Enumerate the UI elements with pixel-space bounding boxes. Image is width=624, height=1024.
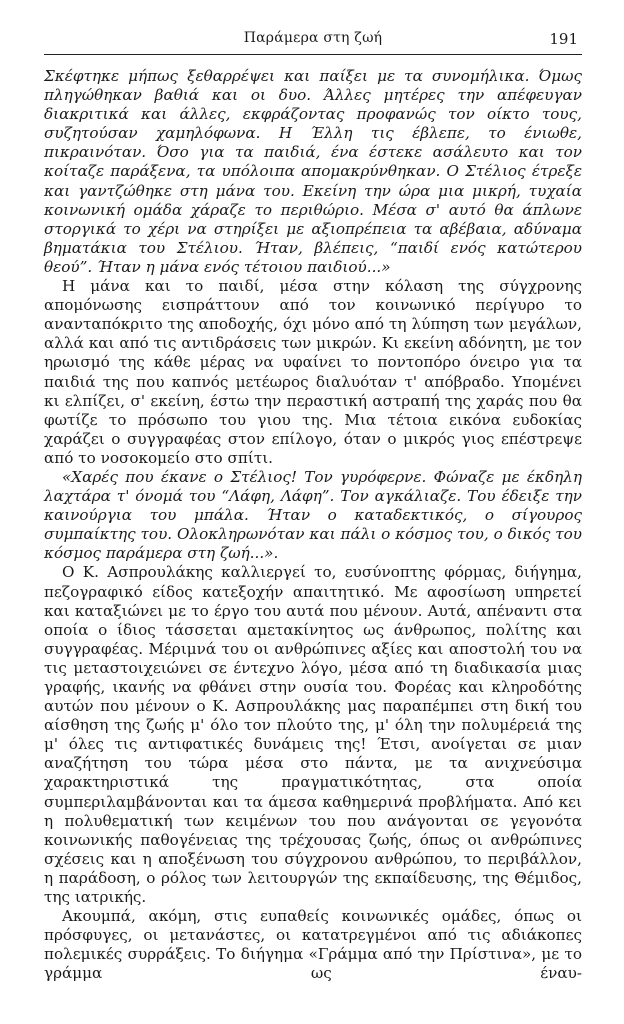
paragraph-quote: «Χαρές που έκανε ο Στέλιος! Τον γυρόφερνε. Φώναζε με έκδηλη λαχτάρα τ' όνομά του “Λάφη, Λάφη”. Τον αγκάλιαζε. Του έδειξε την καινούργια του μπάλα. Ήταν ο καταδεκτικός, ο σίγουρος συμπαίκτης του. Ολοκληρωνόταν και πάλι ο κόσμος του, ο δικός του κόσμος παράμερα στη ζωή...». [44,467,582,563]
header-rule [44,54,582,55]
paragraph: Ο Κ. Ασπρουλάκης καλλιεργεί το, ευσύνοπτης φόρμας, διήγημα, πεζογραφικό είδος κατεξοχήν απαιτητικό. Με αφοσίωση υπηρετεί και καταξιώνει με το έργο του αυτά που μένουν. Αυτά, απέναντι στα οποία ο ίδιος τάσσεται αμετακίνητος ως άνθρωπος, πολίτης και συγγραφέας. Μέριμνά του οι ανθρώπινες αξίες και αποστολή του να τις μεταστοιχειώνει σε έντεχνο λόγο, μέσα από τη διαδικασία μιας γραφής, ικανής να φθάνει στην ουσία του. Φορέας και κληροδότης αυτών που μένουν ο Κ. Ασπρουλάκης μας παραπέμπει στη δική του αίσθηση της ζωής μ' όλο τον πλούτο της, μ' όλη την πολυμέρειά της μ' όλες τις αντιφατικές δυνάμεις της! Έτσι, ανοίγεται σε μιαν αναζήτηση του τώρα μέσα στο πάντα, με τα ανιχνεύσιμα χαρακτηριστικά της πραγματικότητας, στα οποία συμπεριλαμβάνονται και τα άμεσα καθημερινά προβλήματα. Από κει η πολυθεματική των κειμένων του που ανάγονται σε γεγονότα κοινωνικής παθογένειας της τρέχουσας ζωής, όπως οι ανθρώπινες σχέσεις και η αποξένωση του σύγχρονου ανθρώπου, το περιβάλλον, η παράδοση, ο ρόλος των λειτουργών της εκπαίδευσης, της Θέμιδος, της ιατρικής. [44,563,582,907]
paragraph-continues: Ακουμπά, ακόμη, στις ευπαθείς κοινωνικές ομάδες, όπως οι πρόσφυγες, οι μετανάστες, οι κατατρεγμένοι από τις αδιάκοπες πολεμικές συρράξεις. Το διήγημα «Γράμμα από την Πρίστινα», με το γράμμα ως έναυ- [44,907,582,983]
book-page [44,24,582,984]
running-head [44,24,582,50]
body-text [44,67,582,984]
paragraph-quote-continued: Σκέφτηκε μήπως ξεθαρρέψει και παίξει με τα συνομήλικα. Όμως πληγώθηκαν βαθιά και οι δυο. Άλλες μητέρες την απέφευγαν διακριτικά και άλλες, εκφράζοντας προφανώς τον οίκτο τους, συζητούσαν χαμηλόφωνα. Η Έλλη τις έβλεπε, το ένιωθε, πικραινόταν. Όσο για τα παιδιά, ένα έστεκε ασάλευτο και τον κοίταζε παράξενα, τα υπόλοιπα απομακρύνθηκαν. Ο Στέλιος έτρεξε και γαντζώθηκε στη μάνα του. Εκείνη την ώρα μια μικρή, τυχαία κοινωνική ομάδα χάραζε το περιθώριο. Μέσα σ' αυτό θα άπλωνε στοργικά το χέρι να στηρίξει με αξιοπρέπεια τα αβέβαια, αδύναμα βηματάκια του Στέλιου. Ήταν, βλέπεις, “παιδί ενός κατώτερου θεού”. Ήταν η μάνα ενός τέτοιου παιδιού...» [44,67,582,276]
running-title: Παράμερα στη ζωή [243,30,383,46]
page-number: 191 [549,30,578,48]
paragraph: Η μάνα και το παιδί, μέσα στην κόλαση της σύγχρονης απομόνωσης εισπράττουν από τον κοινωνικό περίγυρο το ανανταπόκριτο της αποδοχής, όχι μόνο από τη λύπηση των μεγάλων, αλλά και από τις αντιδράσεις των μικρών. Κι εκείνη αδόνητη, με τον ηρωισμό της κάθε μέρας να υφαίνει το ποντοπόρο όνειρο για τα παιδιά της που καπνός μετέωρος διαλυόταν τ' απόβραδο. Υπομένει κι ελπίζει, σ' εκείνη, έστω την περαστική αστραπή της χαράς που θα φωτίζε το πρόσωπο του γιου της. Μια τέτοια εικόνα ευδοκίας χαράζει ο συγγραφέας στον επίλογο, όταν ο μικρός γιος επέστρεψε από το νοσοκομείο στο σπίτι. [44,277,582,467]
